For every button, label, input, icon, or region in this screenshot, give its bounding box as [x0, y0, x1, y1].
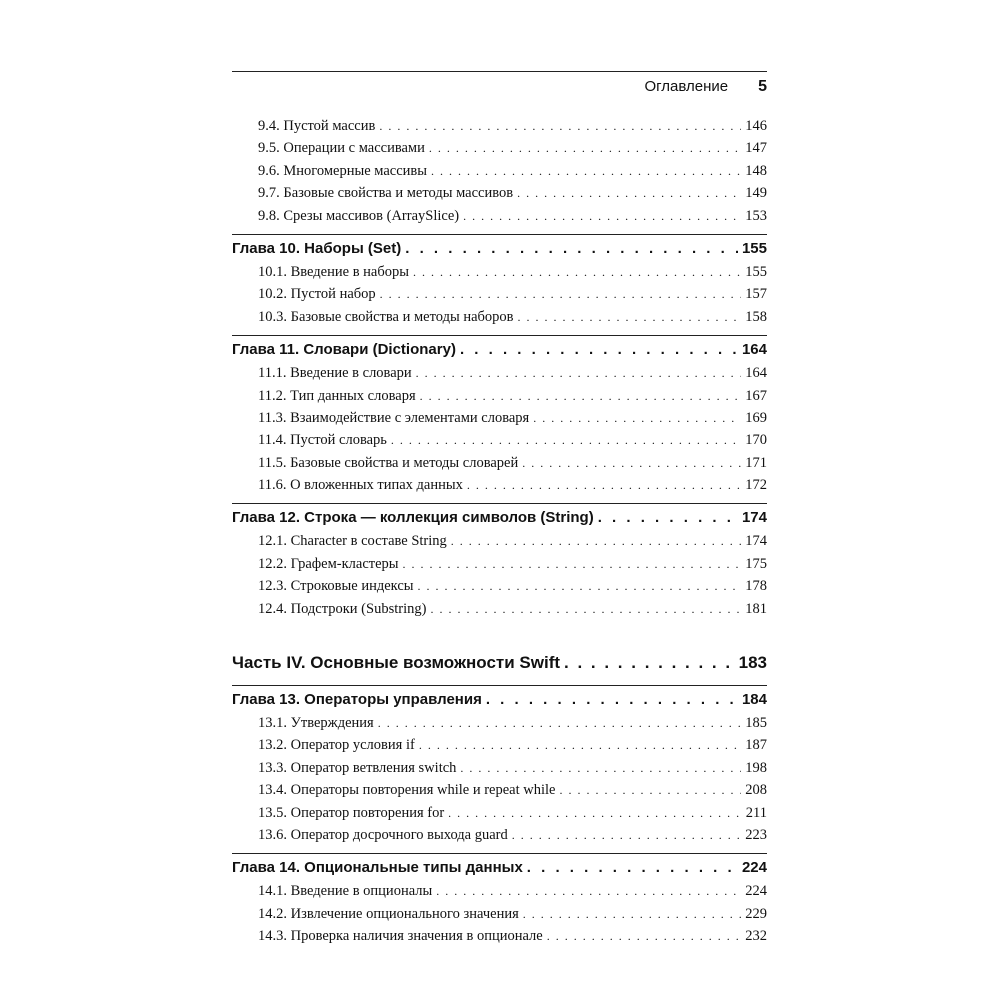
dot-leader [517, 186, 741, 201]
dot-leader [512, 828, 741, 843]
dot-leader [547, 929, 742, 944]
toc-entry-13-6[interactable] [232, 827, 767, 849]
toc-entry-12-3[interactable] [232, 578, 767, 600]
chapter-divider [232, 335, 767, 336]
running-header [232, 72, 767, 102]
entry-page: 171 [745, 454, 767, 471]
dot-leader [378, 716, 742, 731]
dot-leader [559, 783, 741, 798]
dot-leader [451, 534, 741, 549]
entry-title: 11.1. Введение в словари [258, 365, 412, 382]
entry-page: 175 [745, 555, 767, 572]
chapter-title: Глава 10. Наборы (Set) [232, 239, 402, 257]
toc-entry-11-2[interactable] [232, 388, 767, 410]
toc-chapter-13[interactable] [232, 691, 767, 715]
entry-title: 13.6. Оператор досрочного выхода guard [258, 826, 508, 843]
toc-entry-9-8[interactable] [232, 208, 767, 230]
toc-entry-13-3[interactable] [232, 760, 767, 782]
entry-page: 149 [745, 185, 767, 202]
running-header-title: Оглавление [644, 78, 729, 95]
entry-title: 13.3. Оператор ветвления switch [258, 759, 457, 776]
entry-page: 172 [745, 477, 767, 494]
dot-leader [403, 557, 742, 572]
entry-page: 153 [745, 207, 767, 224]
toc-entry-13-1[interactable] [232, 715, 767, 737]
entry-page: 185 [745, 715, 767, 732]
chapter-divider [232, 853, 767, 854]
toc-entry-11-1[interactable] [232, 365, 767, 387]
dot-leader [431, 164, 741, 179]
dot-leader [429, 141, 741, 156]
entry-title: 9.6. Многомерные массивы [258, 162, 427, 179]
entry-page: 155 [745, 263, 767, 280]
entry-title: 10.3. Базовые свойства и методы наборов [258, 308, 514, 325]
toc-entry-14-2[interactable] [232, 906, 767, 928]
chapter-page: 184 [741, 691, 767, 709]
entry-page: 147 [745, 140, 767, 157]
dot-leader [416, 366, 742, 381]
dot-leader [379, 119, 741, 134]
entry-page: 146 [745, 118, 767, 134]
entry-title: 9.4. Пустой массив [258, 118, 376, 134]
entry-title: 11.2. Тип данных словаря [258, 387, 416, 404]
toc-entry-10-3[interactable] [232, 309, 767, 331]
part-spacer [232, 623, 767, 653]
entry-page: 167 [745, 387, 767, 404]
entry-title: 13.2. Оператор условия if [258, 737, 415, 754]
entry-title: 12.2. Графем-кластеры [258, 555, 399, 572]
dot-leader [418, 579, 742, 594]
part-page: 183 [738, 653, 767, 673]
toc-entry-14-3[interactable] [232, 928, 767, 950]
chapter-page: 155 [741, 239, 767, 257]
dot-leader [460, 341, 738, 358]
chapter-divider [232, 234, 767, 235]
chapter-page: 224 [741, 859, 767, 877]
dot-leader [460, 761, 741, 776]
dot-leader [391, 433, 741, 448]
entry-title: 12.1. Character в составе String [258, 533, 447, 550]
entry-page: 211 [745, 804, 767, 821]
entry-page: 187 [745, 737, 767, 754]
dot-leader [564, 653, 735, 673]
entry-title: 14.3. Проверка наличия значения в опционале [258, 928, 543, 945]
toc-entry-9-6[interactable] [232, 163, 767, 185]
dot-leader [420, 389, 742, 404]
toc-entry-11-5[interactable] [232, 455, 767, 477]
entry-title: 11.5. Базовые свойства и методы словарей [258, 454, 519, 471]
dot-leader [518, 310, 742, 325]
toc-entry-14-1[interactable] [232, 883, 767, 905]
entry-title: 10.2. Пустой набор [258, 286, 376, 303]
entry-page: 148 [745, 162, 767, 179]
entry-title: 9.7. Базовые свойства и методы массивов [258, 185, 514, 202]
entry-page: 169 [745, 409, 767, 426]
toc-entry-11-4[interactable] [232, 432, 767, 454]
toc-entry-9-4[interactable] [232, 118, 767, 140]
toc-entry-10-2[interactable] [232, 286, 767, 308]
dot-leader [522, 456, 741, 471]
toc-entry-9-7[interactable] [232, 185, 767, 207]
entry-page: 178 [745, 578, 767, 595]
chapter-title: Глава 11. Словари (Dictionary) [232, 341, 456, 359]
table-of-contents [232, 118, 767, 951]
entry-title: 11.4. Пустой словарь [258, 432, 387, 449]
entry-title: 12.4. Подстроки (Substring) [258, 600, 427, 617]
dot-leader [463, 209, 741, 224]
dot-leader [419, 738, 741, 753]
dot-leader [430, 602, 741, 617]
dot-leader [527, 859, 738, 876]
chapter-title: Глава 12. Строка — коллекция символов (String) [232, 509, 594, 527]
entry-title: 13.1. Утверждения [258, 715, 374, 732]
entry-page: 208 [745, 782, 767, 799]
dot-leader [467, 478, 741, 493]
toc-entry-9-5[interactable] [232, 140, 767, 162]
toc-chapter-12[interactable] [232, 509, 767, 533]
entry-page: 164 [745, 365, 767, 382]
dot-leader [380, 287, 742, 302]
dot-leader [405, 240, 738, 257]
entry-title: 11.6. О вложенных типах данных [258, 477, 463, 494]
entry-page: 229 [745, 905, 767, 922]
entry-page: 174 [745, 533, 767, 550]
page-number: 5 [758, 78, 767, 95]
entry-title: 12.3. Строковые индексы [258, 578, 414, 595]
entry-page: 158 [745, 308, 767, 325]
dot-leader [448, 806, 742, 821]
entry-page: 232 [745, 928, 767, 945]
chapter-divider [232, 685, 767, 686]
toc-entry-12-1[interactable] [232, 533, 767, 555]
toc-chapter-10[interactable] [232, 240, 767, 264]
entry-title: 11.3. Взаимодействие с элементами словаря [258, 409, 530, 426]
dot-leader [413, 265, 741, 280]
toc-entry-13-4[interactable] [232, 782, 767, 804]
dot-leader [598, 509, 738, 526]
toc-part-4[interactable] [232, 653, 767, 681]
chapter-page: 164 [741, 341, 767, 359]
toc-entry-12-4[interactable] [232, 601, 767, 623]
entry-title: 9.8. Срезы массивов (ArraySlice) [258, 207, 460, 224]
dot-leader [523, 907, 741, 922]
entry-page: 157 [745, 286, 767, 303]
toc-entry-13-2[interactable] [232, 737, 767, 759]
chapter-title: Глава 13. Операторы управления [232, 691, 482, 709]
chapter-title: Глава 14. Опциональные типы данных [232, 859, 523, 877]
toc-chapter-14[interactable] [232, 859, 767, 883]
entry-page: 198 [745, 759, 767, 776]
entry-title: 14.2. Извлечение опционального значения [258, 905, 519, 922]
toc-entry-12-2[interactable] [232, 556, 767, 578]
toc-chapter-11[interactable] [232, 341, 767, 365]
toc-entry-10-1[interactable] [232, 264, 767, 286]
dot-leader [486, 691, 738, 708]
toc-entry-11-3[interactable] [232, 410, 767, 432]
entry-title: 13.4. Операторы повторения while и repeat while [258, 782, 556, 799]
entry-page: 224 [745, 883, 767, 900]
entry-page: 181 [745, 600, 767, 617]
entry-title: 14.1. Введение в опционалы [258, 883, 433, 900]
entry-page: 170 [745, 432, 767, 449]
toc-entry-13-5[interactable] [232, 805, 767, 827]
chapter-page: 174 [741, 509, 767, 527]
part-title: Часть IV. Основные возможности Swift [232, 653, 561, 673]
entry-title: 13.5. Оператор повторения for [258, 804, 445, 821]
toc-entry-11-6[interactable] [232, 477, 767, 499]
dot-leader [436, 884, 741, 899]
dot-leader [533, 411, 741, 426]
chapter-divider [232, 503, 767, 504]
entry-page: 223 [745, 826, 767, 843]
entry-title: 10.1. Введение в наборы [258, 263, 409, 280]
toc-page [232, 71, 767, 951]
entry-title: 9.5. Операции с массивами [258, 140, 425, 157]
